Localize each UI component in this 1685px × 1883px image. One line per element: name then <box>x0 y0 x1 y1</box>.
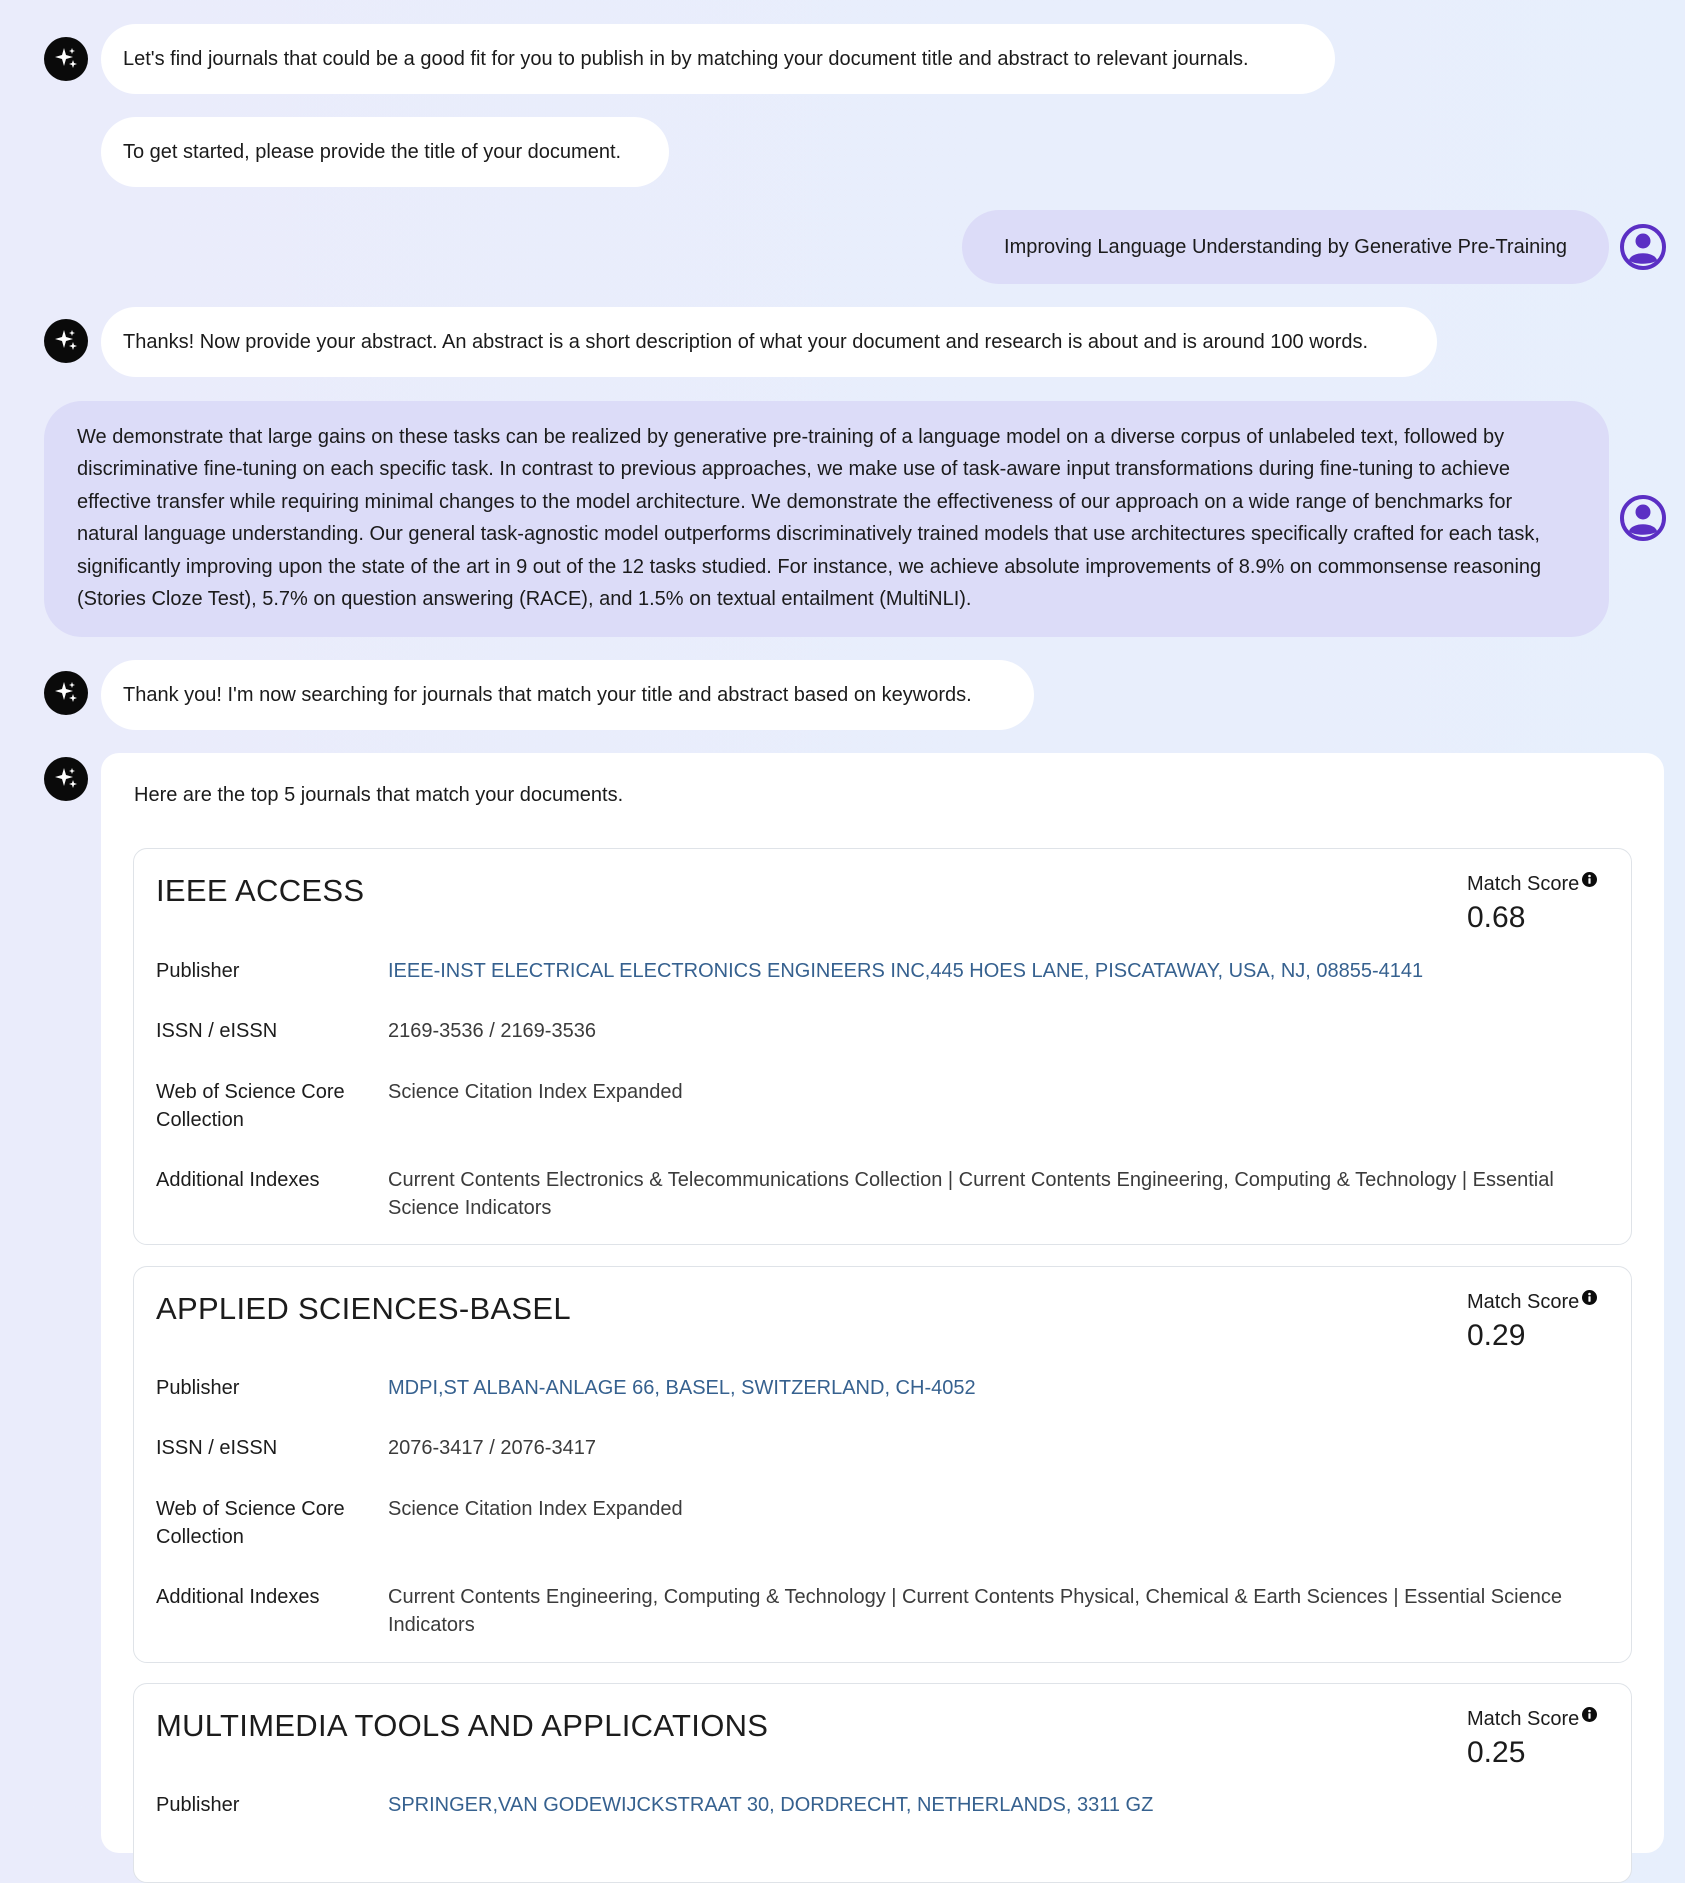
match-score <box>1467 1289 1607 1355</box>
sparkle-icon <box>52 45 80 73</box>
results-intro: Here are the top 5 journals that match your documents. <box>134 784 624 806</box>
journal-title: APPLIED SCIENCES-BASEL <box>156 1291 571 1326</box>
publisher-label: Publisher <box>156 1794 240 1816</box>
match-score-value: 0.68 <box>1467 901 1526 934</box>
assistant-message <box>101 307 1437 377</box>
additional-value: Current Contents Engineering, Computing & Technology | Current Contents Physical, Chemical & Earth Sciences | Essential Science Indicators <box>388 1586 1562 1636</box>
user-avatar <box>1620 224 1666 270</box>
match-score <box>1467 1706 1607 1772</box>
assistant-message <box>101 660 1034 730</box>
publisher-label: Publisher <box>156 960 240 982</box>
wos-value: Science Citation Index Expanded <box>388 1498 683 1520</box>
additional-value: Current Contents Electronics & Telecommunications Collection | Current Contents Engineering, Computing & Technology | Essential Science Indicators <box>388 1169 1554 1219</box>
info-icon[interactable] <box>1582 1290 1597 1305</box>
issn-row <box>156 1017 1596 1045</box>
additional-label: Additional Indexes <box>156 1169 320 1191</box>
message-text: Thank you! I'm now searching for journals that match your title and abstract based on keywords. <box>123 684 972 706</box>
issn-value: 2076-3417 / 2076-3417 <box>388 1437 596 1459</box>
journal-card <box>133 848 1632 1245</box>
assistant-message <box>101 24 1335 94</box>
journal-card <box>133 1683 1632 1883</box>
additional-label: Additional Indexes <box>156 1586 320 1608</box>
sparkle-icon <box>52 765 80 793</box>
match-score-value: 0.25 <box>1467 1736 1526 1769</box>
user-message <box>962 210 1609 284</box>
sparkle-icon <box>52 679 80 707</box>
wos-label: Web of Science Core Collection <box>156 1081 345 1131</box>
match-score-label: Match Score <box>1467 873 1580 895</box>
message-text: Let's find journals that could be a good fit for you to publish in by matching your document title and abstract to relevant journals. <box>123 48 1249 70</box>
match-score <box>1467 871 1607 937</box>
journal-title: IEEE ACCESS <box>156 873 365 908</box>
assistant-avatar <box>44 37 88 81</box>
match-score-label: Match Score <box>1467 1708 1580 1730</box>
wos-row <box>156 1078 1596 1134</box>
issn-row <box>156 1434 1596 1462</box>
user-circle-icon <box>1620 224 1666 270</box>
publisher-row <box>156 1374 1596 1402</box>
publisher-link[interactable]: SPRINGER,VAN GODEWIJCKSTRAAT 30, DORDRECHT, NETHERLANDS, 3311 GZ <box>388 1794 1154 1816</box>
journal-results-panel <box>101 753 1664 1853</box>
wos-row <box>156 1495 1596 1551</box>
publisher-label: Publisher <box>156 1377 240 1399</box>
assistant-avatar <box>44 757 88 801</box>
message-text: We demonstrate that large gains on these tasks can be realized by generative pre-training of a language model on a diverse corpus of unlabeled text, followed by discriminative fine-tuning on each specific task. In contrast to previous approaches, we make use of task-aware input transformations during fine-tuning to achieve effective transfer while requiring minimal changes to the model architecture. We demonstrate the effectiveness of our approach on a wide range of benchmarks for natural language understanding. Our general task-agnostic model outperforms discriminatively trained models that use architectures specifically crafted for each task, significantly improving upon the state of the art in 9 out of the 12 tasks studied. For instance, we achieve absolute improvements of 8.9% on commonsense reasoning (Stories Cloze Test), 5.7% on question answering (RACE), and 1.5% on textual entailment (MultiNLI). <box>77 426 1542 611</box>
issn-label: ISSN / eISSN <box>156 1437 278 1459</box>
user-circle-icon <box>1620 495 1666 541</box>
journal-title: MULTIMEDIA TOOLS AND APPLICATIONS <box>156 1708 769 1743</box>
sparkle-icon <box>52 327 80 355</box>
match-score-label: Match Score <box>1467 1291 1580 1313</box>
journal-card <box>133 1266 1632 1663</box>
user-message <box>44 401 1609 637</box>
info-icon[interactable] <box>1582 1707 1597 1722</box>
additional-indexes-row <box>156 1166 1596 1222</box>
publisher-row <box>156 1791 1596 1819</box>
issn-value: 2169-3536 / 2169-3536 <box>388 1020 596 1042</box>
assistant-avatar <box>44 671 88 715</box>
wos-label: Web of Science Core Collection <box>156 1498 345 1548</box>
assistant-avatar <box>44 319 88 363</box>
wos-value: Science Citation Index Expanded <box>388 1081 683 1103</box>
assistant-message <box>101 117 669 187</box>
info-icon[interactable] <box>1582 872 1597 887</box>
issn-label: ISSN / eISSN <box>156 1020 278 1042</box>
publisher-link[interactable]: IEEE-INST ELECTRICAL ELECTRONICS ENGINEERS INC,445 HOES LANE, PISCATAWAY, USA, NJ, 08855-4141 <box>388 960 1424 982</box>
message-text: Thanks! Now provide your abstract. An abstract is a short description of what your document and research is about and is around 100 words. <box>123 331 1369 353</box>
publisher-link[interactable]: MDPI,ST ALBAN-ANLAGE 66, BASEL, SWITZERLAND, CH-4052 <box>388 1377 976 1399</box>
message-text: Improving Language Understanding by Generative Pre-Training <box>1004 236 1567 258</box>
user-avatar <box>1620 495 1666 541</box>
match-score-value: 0.29 <box>1467 1319 1526 1352</box>
additional-indexes-row <box>156 1583 1596 1639</box>
publisher-row <box>156 957 1596 985</box>
message-text: To get started, please provide the title of your document. <box>123 141 622 163</box>
